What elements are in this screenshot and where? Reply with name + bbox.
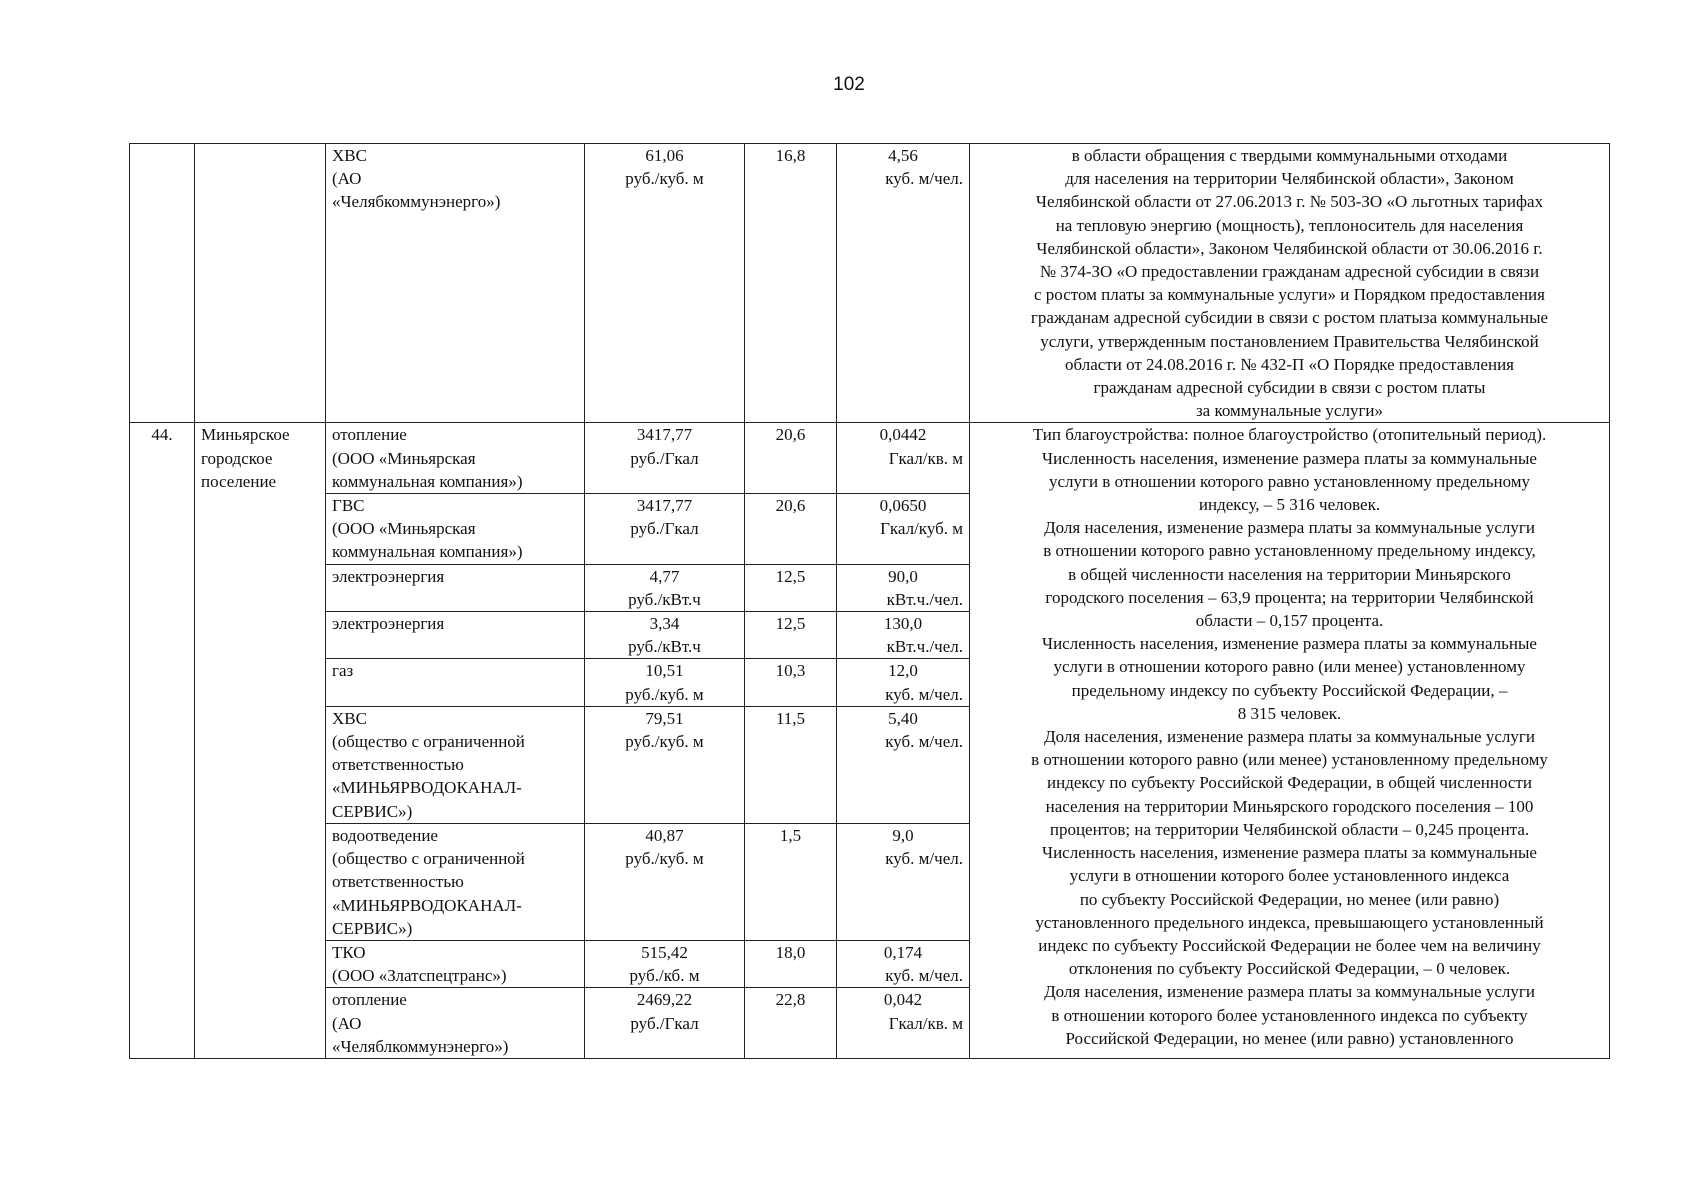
growth-cell: 11,5 (745, 706, 837, 823)
row-number-cell (130, 144, 195, 423)
growth-cell: 12,5 (745, 612, 837, 659)
growth-cell: 20,6 (745, 494, 837, 565)
volume-value: 90,0 (888, 566, 918, 586)
service-cell: ХВС (АО «Челябкоммунэнерго») (326, 144, 585, 423)
volume-value: 9,0 (892, 825, 914, 845)
volume-unit: куб. м/чел. (885, 732, 963, 752)
service-cell: газ (326, 659, 585, 706)
tariff-cell: 79,51 руб./куб. м (585, 706, 745, 823)
volume-unit: куб. м/чел. (885, 169, 963, 189)
volume-unit: куб. м/чел. (885, 849, 963, 869)
volume-value: 12,0 (888, 661, 918, 681)
volume-cell (837, 659, 970, 706)
tariff-cell: 40,87 руб./куб. м (585, 823, 745, 940)
service-cell: электроэнергия (326, 612, 585, 659)
municipality-cell: Миньярское городское поселение (195, 423, 326, 1058)
volume-cell (837, 940, 970, 987)
volume-cell (837, 823, 970, 940)
growth-cell: 12,5 (745, 564, 837, 611)
row-number-cell: 44. (130, 423, 195, 1058)
growth-cell: 16,8 (745, 144, 837, 423)
page-number: 102 (833, 74, 865, 95)
tariff-cell: 3,34 руб./кВт.ч (585, 612, 745, 659)
service-cell: отопление (ООО «Миньярская коммунальная компания») (326, 423, 585, 494)
tariff-cell: 3417,77 руб./Гкал (585, 423, 745, 494)
service-cell: ГВС (ООО «Миньярская коммунальная компания») (326, 494, 585, 565)
growth-cell: 18,0 (745, 940, 837, 987)
volume-unit: Гкал/кв. м (888, 448, 963, 468)
volume-value: 0,0650 (879, 496, 927, 516)
volume-cell (837, 988, 970, 1059)
volume-cell (837, 423, 970, 494)
tariff-cell: 3417,77 руб./Гкал (585, 494, 745, 565)
table-row (130, 423, 1610, 494)
volume-value: 0,0442 (879, 425, 927, 445)
volume-unit: кВт.ч./чел. (886, 637, 963, 657)
volume-unit: куб. м/чел. (885, 684, 963, 704)
table-body (130, 144, 1610, 1059)
volume-cell (837, 494, 970, 565)
service-cell: водоотведение (общество с ограниченной ответственностью «МИНЬЯРВОДОКАНАЛ- СЕРВИС») (326, 823, 585, 940)
tariff-table (129, 143, 1610, 1059)
tariff-cell: 515,42 руб./кб. м (585, 940, 745, 987)
volume-unit: Гкал/кв. м (888, 1013, 963, 1033)
growth-cell: 20,6 (745, 423, 837, 494)
volume-unit: кВт.ч./чел. (886, 589, 963, 609)
volume-cell (837, 144, 970, 423)
volume-value: 130,0 (883, 614, 923, 634)
service-cell: ТКО (ООО «Златспецтранс») (326, 940, 585, 987)
growth-cell: 10,3 (745, 659, 837, 706)
volume-value: 0,174 (883, 942, 923, 962)
tariff-cell: 10,51 руб./куб. м (585, 659, 745, 706)
growth-cell: 22,8 (745, 988, 837, 1059)
volume-cell (837, 706, 970, 823)
volume-unit: Гкал/куб. м (880, 519, 963, 539)
service-cell: отопление (АО «Челяблкоммунэнерго») (326, 988, 585, 1059)
volume-value: 4,56 (888, 146, 918, 165)
volume-value: 5,40 (888, 708, 918, 728)
service-cell: электроэнергия (326, 564, 585, 611)
volume-cell (837, 612, 970, 659)
description-cell: Тип благоустройства: полное благоустройство (отопительный период). Численность населения, изменение размера платы за коммунальные услуги в отношении которого равно установленному предельному индексу, – 5 316 человек. Доля населения, изменение размера платы за коммунальные услуги в отношении которого равно установленному предельному индексу, в общей численности населения на территории Миньярского городского поселения – 63,9 процента; на территории Челябинской области – 0,157 процента. Численность населения, изменение размера платы за коммунальные услуги в отношении которого равно (или менее) установленному предельному индексу по субъекту Российской Федерации, – 8 315 человек. Доля населения, изменение размера платы за коммунальные услуги в отношении которого равно (или менее) установленному предельному индексу по субъекту Российской Федерации, в общей численности населения на территории Миньярского городского поселения – 100 процентов; на территории Челябинской области – 0,245 процента. Численность населения, изменение размера платы за коммунальные услуги в отношении которого более установленного индекса по субъекту Российской Федерации, но менее (или равно) установленного предельного индекса, превышающего установленный индекс по субъекту Российской Федерации не более чем на величину отклонения по субъекту Российской Федерации, – 0 человек. Доля населения, изменение размера платы за коммунальные услуги в отношении которого более установленного индекса по субъекту Российской Федерации, но менее (или равно) установленного (970, 423, 1610, 1058)
tariff-cell: 4,77 руб./кВт.ч (585, 564, 745, 611)
municipality-cell (195, 144, 326, 423)
volume-cell (837, 564, 970, 611)
volume-value: 0,042 (883, 990, 923, 1010)
tariff-cell: 2469,22 руб./Гкал (585, 988, 745, 1059)
tariff-cell: 61,06 руб./куб. м (585, 144, 745, 423)
volume-unit: куб. м/чел. (885, 966, 963, 986)
description-cell: в области обращения с твердыми коммунальными отходами для населения на территории Челябинской области», Законом Челябинской области от 27.06.2013 г. № 503-ЗО «О льготных тарифах на тепловую энергию (мощность), теплоноситель для населения Челябинской области», Законом Челябинской области от 30.06.2016 г. № 374-ЗО «О предоставлении гражданам адресной субсидии в связи с ростом платы за коммунальные услуги» и Порядком предоставления гражданам адресной субсидии в связи с ростом платыза коммунальные услуги, утвержденным постановлением Правительства Челябинской области от 24.08.2016 г. № 432-П «О Порядке предоставления гражданам адресной субсидии в связи с ростом платы за коммунальные услуги» (970, 144, 1610, 423)
table-row-continued (130, 144, 1610, 423)
service-cell: ХВС (общество с ограниченной ответственностью «МИНЬЯРВОДОКАНАЛ- СЕРВИС») (326, 706, 585, 823)
growth-cell: 1,5 (745, 823, 837, 940)
